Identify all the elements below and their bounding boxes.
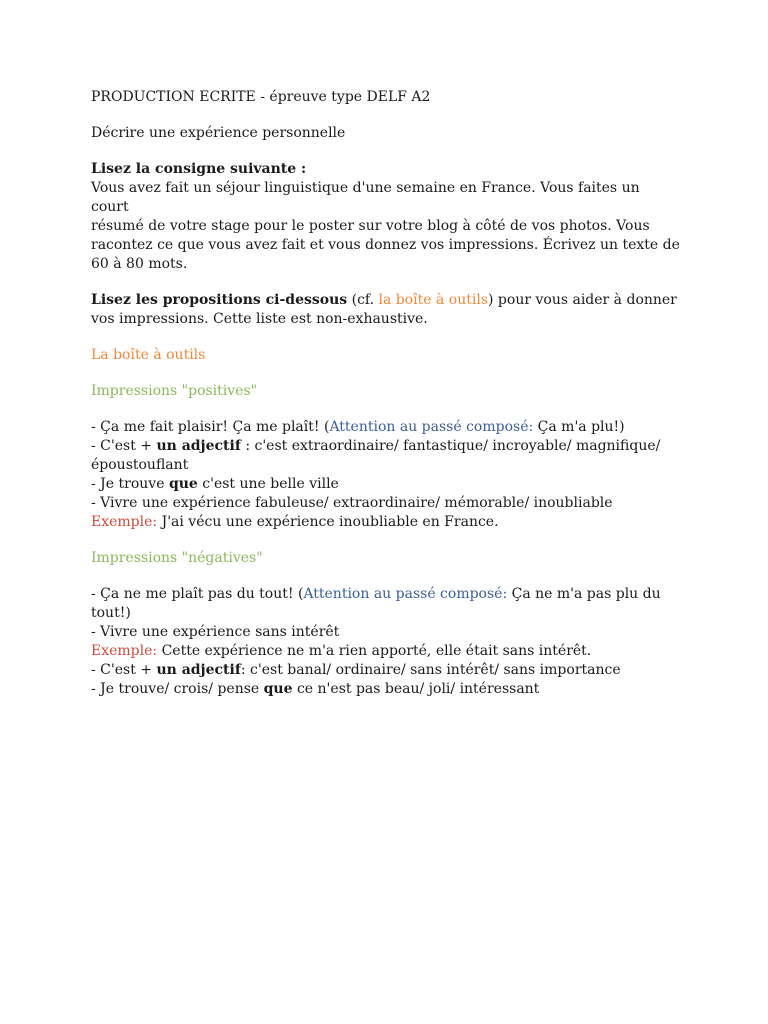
negative-line: - Vivre une expérience sans intérêt [91,624,340,640]
text-segment: - Je trouve [91,476,169,492]
bold-term: que [168,476,198,492]
text-segment: Ça m'a plu!) [533,419,625,435]
bold-term: un adjectif [156,438,241,454]
propositions-bold: Lisez les propositions ci-dessous [91,292,348,308]
text-segment: : c'est banal/ ordinaire/ sans intérêt/ sans importance [240,662,621,678]
text-segment: ce n'est pas beau/ joli/ intéressant [292,681,540,697]
propositions-post: ) pour vous aider à donner [488,292,677,308]
attention-note: Attention au passé composé: [329,419,534,435]
consigne-heading: Lisez la consigne suivante : [91,161,307,177]
boite-title: La boîte à outils [91,347,206,363]
positive-line [91,475,681,494]
consigne-line: 60 à 80 mots. [91,256,188,272]
negative-line [91,661,681,680]
boite-reference: la boîte à outils [378,292,489,308]
propositions-pre: (cf. [347,292,379,308]
positive-line: - Vivre une expérience fabuleuse/ extraordinaire/ mémorable/ inoubliable [91,495,613,511]
positive-line [91,437,681,456]
negative-example [91,642,681,661]
attention-note: Attention au passé composé: [303,586,508,602]
negative-heading: Impressions "négatives" [91,550,263,566]
positive-line: époustouflant [91,457,189,473]
propositions-line-2: vos impressions. Cette liste est non-exhaustive. [91,311,428,327]
positive-example [91,513,681,532]
text-segment: Ça ne m'a pas plu du [507,586,661,602]
text-segment: c'est une belle ville [197,476,339,492]
text-segment: - Ça ne me plaît pas du tout! ( [91,586,304,602]
document-title: PRODUCTION ECRITE - épreuve type DELF A2 [91,89,431,105]
consigne-line: résumé de votre stage pour le poster sur votre blog à côté de vos photos. Vous [91,218,650,234]
propositions-line [91,291,681,310]
text-segment: - Ça me fait plaisir! Ça me plaît! ( [91,419,330,435]
document-page [91,88,681,699]
negative-line [91,585,681,604]
negative-line [91,680,681,699]
consigne-line: racontez ce que vous avez fait et vous donnez vos impressions. Écrivez un texte de [91,237,680,253]
text-segment: - Je trouve/ crois/ pense [91,681,264,697]
example-label: Exemple: [91,514,158,530]
example-text: Cette expérience ne m'a rien apporté, elle était sans intérêt. [157,643,592,659]
document-subtitle: Décrire une expérience personnelle [91,125,346,141]
consigne-line: Vous avez fait un séjour linguistique d'une semaine en France. Vous faites un court [91,180,640,215]
bold-term: que [263,681,293,697]
negative-line: tout!) [91,605,131,621]
text-segment: - C'est + [91,438,157,454]
positive-heading: Impressions "positives" [91,383,258,399]
text-segment: : c'est extraordinaire/ fantastique/ incroyable/ magnifique/ [240,438,661,454]
text-segment: - C'est + [91,662,157,678]
positive-line [91,418,681,437]
example-text: J'ai vécu une expérience inoubliable en France. [157,514,499,530]
bold-term: un adjectif [156,662,241,678]
example-label: Exemple: [91,643,158,659]
